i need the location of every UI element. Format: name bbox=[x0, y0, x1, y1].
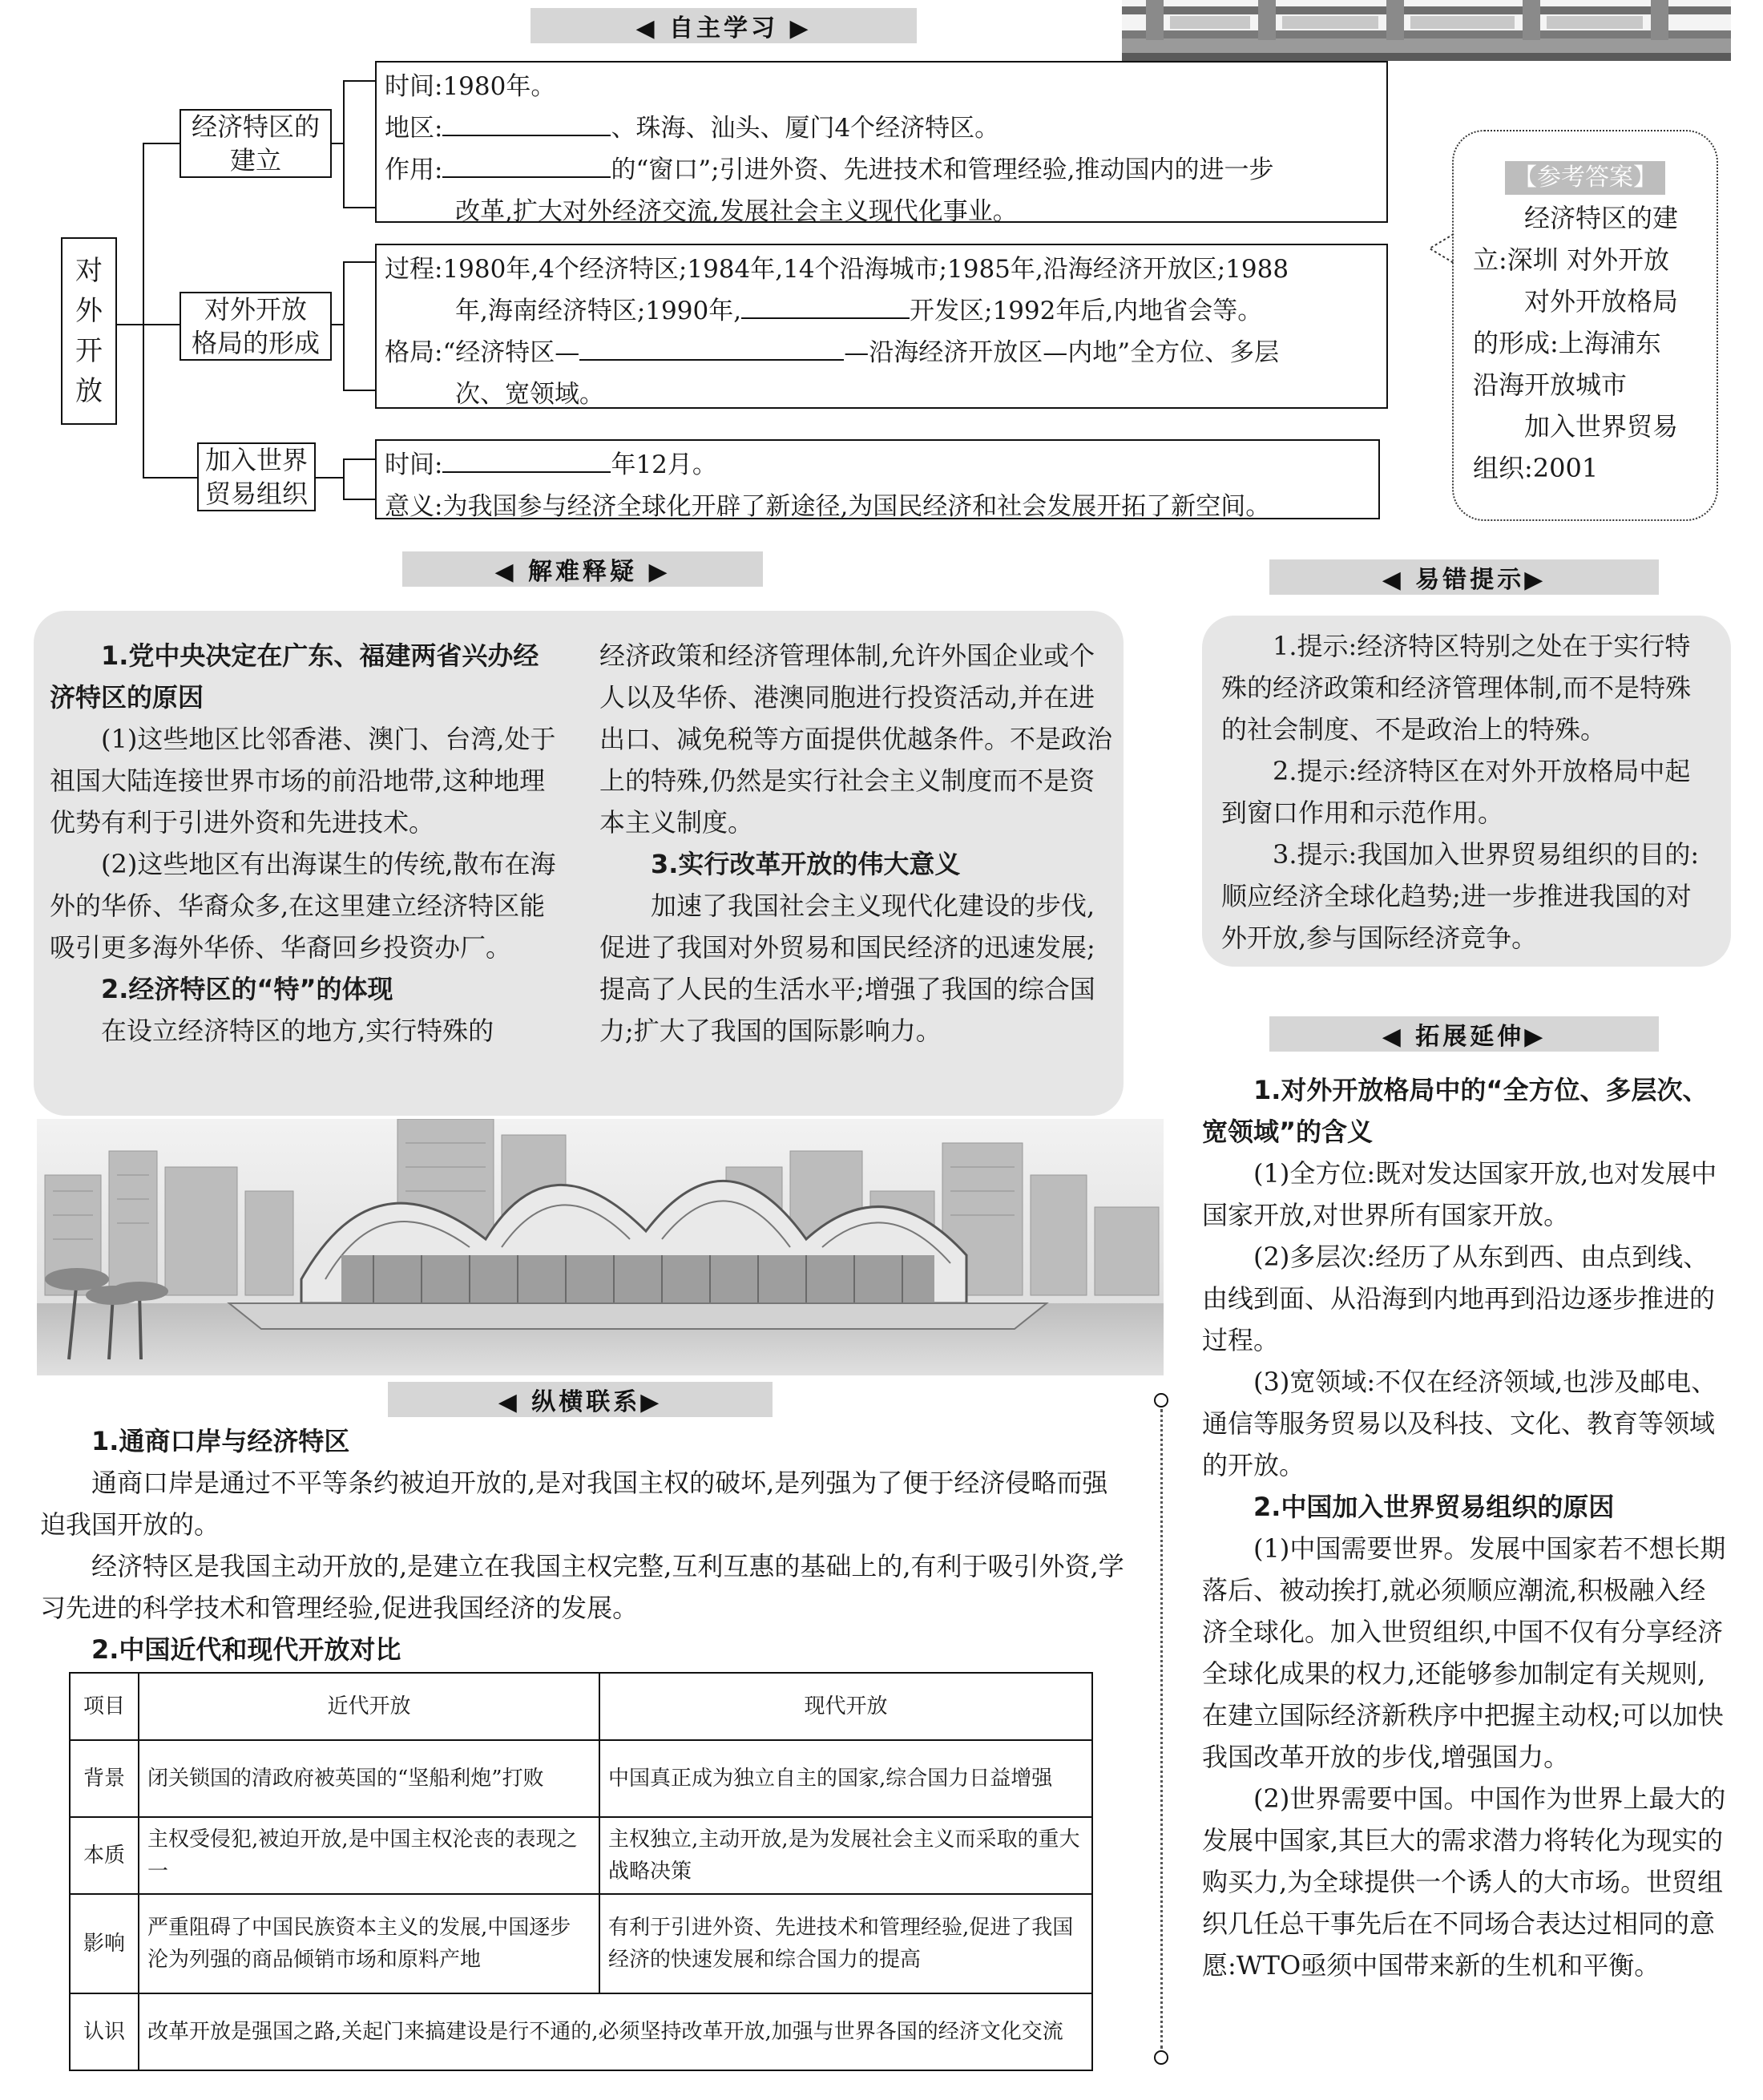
extension-para: (2)多层次:经历了从东到西、由点到线、由线到面、从沿海到内地再到沿边逐步推进的过程。 bbox=[1202, 1242, 1716, 1355]
connector bbox=[143, 477, 197, 479]
comparison-table bbox=[69, 1672, 1093, 2071]
branch2-content bbox=[375, 244, 1388, 409]
branch-title-line: 对外开放 bbox=[204, 294, 307, 325]
bridge-railing-photo bbox=[1122, 0, 1731, 61]
banner-extension: ◀ 拓展延伸▶ bbox=[1269, 1016, 1659, 1052]
branch-opening-pattern bbox=[180, 292, 332, 361]
mindmap-root bbox=[61, 237, 117, 425]
root-char-4: 放 bbox=[75, 375, 103, 407]
bracket bbox=[343, 458, 345, 500]
wto-meaning-line: 意义:为我国参与经济全球化开辟了新途径,为国民经济和社会发展开拓了新空间。 bbox=[385, 492, 1271, 521]
links-heading-2: 2.中国近代和现代开放对比 bbox=[91, 1634, 401, 1665]
table-row bbox=[70, 1993, 1092, 2070]
bracket bbox=[343, 390, 375, 391]
connector bbox=[117, 324, 144, 325]
table-header-row bbox=[70, 1673, 1092, 1740]
bracket bbox=[343, 207, 375, 208]
connector bbox=[143, 143, 144, 478]
fill-blank[interactable] bbox=[579, 333, 844, 361]
branch-title-line: 建立 bbox=[229, 145, 281, 176]
pattern-line: 格局:“经济特区— —沿海经济开放区—内地”全方位、多层 bbox=[385, 332, 1378, 374]
difficulty-para: 加速了我国社会主义现代化建设的步伐,促进了我国对外贸易和国民经济的迅速发展;提高了人民的生活水平;增强了我国的综合国力;扩大了我国的国际影响力。 bbox=[599, 890, 1095, 1046]
divider-dot-top bbox=[1154, 1393, 1168, 1407]
difficulty-para: (1)这些地区比邻香港、澳门、台湾,处于祖国大陆连接世界市场的前沿地带,这种地理优势有利于引进外资和先进技术。 bbox=[50, 724, 556, 838]
divider-dot-bottom bbox=[1154, 2050, 1168, 2065]
answer-line: 沿海开放城市 bbox=[1473, 370, 1628, 400]
table-cell: 认识 bbox=[70, 1993, 139, 2070]
answer-line: 的形成:上海浦东 bbox=[1473, 328, 1661, 358]
links-heading-1: 1.通商口岸与经济特区 bbox=[91, 1426, 350, 1456]
links-para: 经济特区是我国主动开放的,是建立在我国主权完整,互利互惠的基础上的,有利于吸引外资,学习先进的科学技术和管理经验,促进我国经济的发展。 bbox=[40, 1551, 1124, 1623]
connector bbox=[143, 324, 180, 325]
area-line: 地区: 、珠海、汕头、厦门4个经济特区。 bbox=[385, 107, 1378, 149]
fill-blank[interactable] bbox=[442, 109, 611, 136]
difficulty-heading-3: 3.实行改革开放的伟大意义 bbox=[651, 849, 961, 879]
extension-para: (1)中国需要世界。发展中国家若不想长期落后、被动挨打,就必须顺应潮流,积极融入经济全球化。加入世贸组织,中国不仅有分享经济全球化成果的权力,还能够参加制定有关规则,在建立国际经济新秩序中把握主动权;可以加快我国改革开放的步伐,增强国力。 bbox=[1202, 1533, 1726, 1772]
branch-sez-establishment bbox=[180, 109, 332, 178]
extension-heading-2: 2.中国加入世界贸易组织的原因 bbox=[1253, 1492, 1615, 1522]
mistake-tip: 3.提示:我国加入世界贸易组织的目的:顺应经济全球化趋势;进一步推进我国的对外开放,参与国际经济竞争。 bbox=[1221, 839, 1700, 953]
pattern-line-cont: 次、宽领域。 bbox=[455, 380, 604, 409]
branch1-content bbox=[375, 61, 1388, 226]
extension-para: (2)世界需要中国。中国作为世界上最大的发展中国家,其巨大的需求潜力将转化为现实的购买力,为全球提供一个诱人的大市场。世贸组织几任总干事先后在不同场合表达过相同的意愿:WTO亟须中国带来新的生机和平衡。 bbox=[1202, 1783, 1726, 1981]
table-header-cell: 近代开放 bbox=[139, 1673, 599, 1740]
theatre-building-photo bbox=[37, 1119, 1164, 1375]
banner-self-study: ◀ 自主学习 ▶ bbox=[531, 8, 917, 43]
links-para: 通商口岸是通过不平等条约被迫开放的,是对我国主权的破坏,是列强为了便于经济侵略而强迫我国开放的。 bbox=[40, 1468, 1108, 1540]
answer-line: 立:深圳 对外开放 bbox=[1473, 244, 1669, 275]
role-line-cont: 改革,扩大对外经济交流,发展社会主义现代化事业。 bbox=[455, 197, 1018, 226]
difficulty-heading-1: 1.党中央决定在广东、福建两省兴办经济特区的原因 bbox=[50, 640, 539, 713]
difficulty-para: 经济政策和经济管理体制,允许外国企业或个人以及华侨、港澳同胞进行投资活动,并在进出口、减免税等方面提供优越条件。不是政治上的特殊,仍然是实行社会主义制度而不是资本主义制度。 bbox=[599, 640, 1113, 838]
speech-pointer bbox=[1428, 232, 1455, 265]
table-cell: 本质 bbox=[70, 1817, 139, 1894]
difficulty-heading-2: 2.经济特区的“特”的体现 bbox=[101, 974, 393, 1004]
connector bbox=[316, 477, 343, 479]
fill-blank[interactable] bbox=[442, 151, 611, 178]
table-cell: 主权独立,主动开放,是为发展社会主义而采取的重大战略决策 bbox=[599, 1817, 1092, 1894]
bracket bbox=[343, 261, 375, 263]
links-text bbox=[40, 1420, 1130, 1670]
answer-line: 加入世界贸易 bbox=[1524, 411, 1679, 442]
bracket bbox=[343, 458, 375, 460]
table-row bbox=[70, 1817, 1092, 1894]
difficulty-para: (2)这些地区有出海谋生的传统,散布在海外的华侨、华裔众多,在这里建立经济特区能吸引更多海外华侨、华裔回乡投资办厂。 bbox=[50, 849, 556, 963]
divider-dotted-line bbox=[1160, 1409, 1163, 2049]
branch3-content bbox=[375, 439, 1380, 519]
table-cell: 主权受侵犯,被迫开放,是中国主权沦丧的表现之一 bbox=[139, 1817, 599, 1894]
table-cell: 闭关锁国的清政府被英国的“坚船利炮”打败 bbox=[139, 1740, 599, 1817]
answer-line: 组织:2001 bbox=[1473, 453, 1599, 483]
process-line-cont: 年,海南经济特区;1990年, 开发区;1992年后,内地省会等。 bbox=[385, 290, 1378, 332]
table-summary-cell: 改革开放是强国之路,关起门来搞建设是行不通的,必须坚持改革开放,加强与世界各国的经济文化交流 bbox=[139, 1993, 1092, 2070]
role-line: 作用: 的“窗口”;引进外资、先进技术和管理经验,推动国内的进一步 bbox=[385, 149, 1378, 191]
mistakes-text bbox=[1221, 625, 1712, 959]
branch-title-line: 贸易组织 bbox=[204, 479, 308, 509]
extension-text bbox=[1202, 1069, 1731, 1986]
table-cell: 有利于引进外资、先进技术和管理经验,促进了我国经济的快速发展和综合国力的提高 bbox=[599, 1894, 1092, 1993]
answer-line: 对外开放格局 bbox=[1524, 286, 1679, 317]
difficulty-col-left bbox=[50, 635, 563, 1052]
connector bbox=[332, 324, 343, 325]
banner-links: ◀ 纵横联系▶ bbox=[388, 1382, 773, 1417]
root-char-1: 对 bbox=[75, 255, 103, 287]
table-row bbox=[70, 1740, 1092, 1817]
extension-para: (1)全方位:既对发达国家开放,也对发展中国家开放,对世界所有国家开放。 bbox=[1202, 1158, 1717, 1230]
bracket bbox=[343, 499, 375, 500]
table-cell: 影响 bbox=[70, 1894, 139, 1993]
branch-title-line: 经济特区的 bbox=[191, 111, 320, 142]
wto-time-line: 时间: 年12月。 bbox=[385, 444, 1370, 486]
answer-tag: 【参考答案】 bbox=[1505, 161, 1665, 195]
extension-heading-1: 1.对外开放格局中的“全方位、多层次、宽领域”的含义 bbox=[1202, 1075, 1709, 1147]
connector bbox=[332, 143, 343, 144]
branch-wto bbox=[197, 442, 316, 511]
branch-title-line: 加入世界 bbox=[204, 445, 308, 475]
bracket bbox=[343, 80, 345, 208]
banner-mistakes: ◀ 易错提示▶ bbox=[1269, 559, 1659, 595]
branch-title-line: 格局的形成 bbox=[191, 328, 320, 358]
process-line: 过程:1980年,4个经济特区;1984年,14个沿海城市;1985年,沿海经济开放区;1988 bbox=[385, 255, 1289, 284]
bracket bbox=[343, 261, 345, 391]
root-char-3: 开 bbox=[75, 335, 103, 367]
banner-difficulty: ◀ 解难释疑 ▶ bbox=[402, 551, 763, 587]
table-row bbox=[70, 1894, 1092, 1993]
fill-blank[interactable] bbox=[741, 292, 910, 319]
time-line: 时间:1980年。 bbox=[385, 72, 556, 101]
fill-blank[interactable] bbox=[442, 446, 611, 473]
table-cell: 中国真正成为独立自主的国家,综合国力日益增强 bbox=[599, 1740, 1092, 1817]
extension-para: (3)宽领域:不仅在经济领域,也涉及邮电、通信等服务贸易以及科技、文化、教育等领域的开放。 bbox=[1202, 1367, 1717, 1480]
bracket bbox=[343, 80, 375, 82]
connector bbox=[143, 143, 180, 144]
table-header-cell: 现代开放 bbox=[599, 1673, 1092, 1740]
difficulty-para: 在设立经济特区的地方,实行特殊的 bbox=[101, 1016, 494, 1046]
answer-box bbox=[1452, 130, 1718, 521]
table-cell: 背景 bbox=[70, 1740, 139, 1817]
mistake-tip: 2.提示:经济特区在对外开放格局中起到窗口作用和示范作用。 bbox=[1221, 756, 1691, 828]
root-char-2: 外 bbox=[75, 295, 103, 327]
table-cell: 严重阻碍了中国民族资本主义的发展,中国逐步沦为列强的商品倾销市场和原料产地 bbox=[139, 1894, 599, 1993]
mistake-tip: 1.提示:经济特区特别之处在于实行特殊的经济政策和经济管理体制,而不是特殊的社会制度、不是政治上的特殊。 bbox=[1221, 631, 1692, 745]
table-header-cell: 项目 bbox=[70, 1673, 139, 1740]
difficulty-col-right bbox=[599, 635, 1112, 1052]
answer-line: 经济特区的建 bbox=[1524, 203, 1679, 233]
